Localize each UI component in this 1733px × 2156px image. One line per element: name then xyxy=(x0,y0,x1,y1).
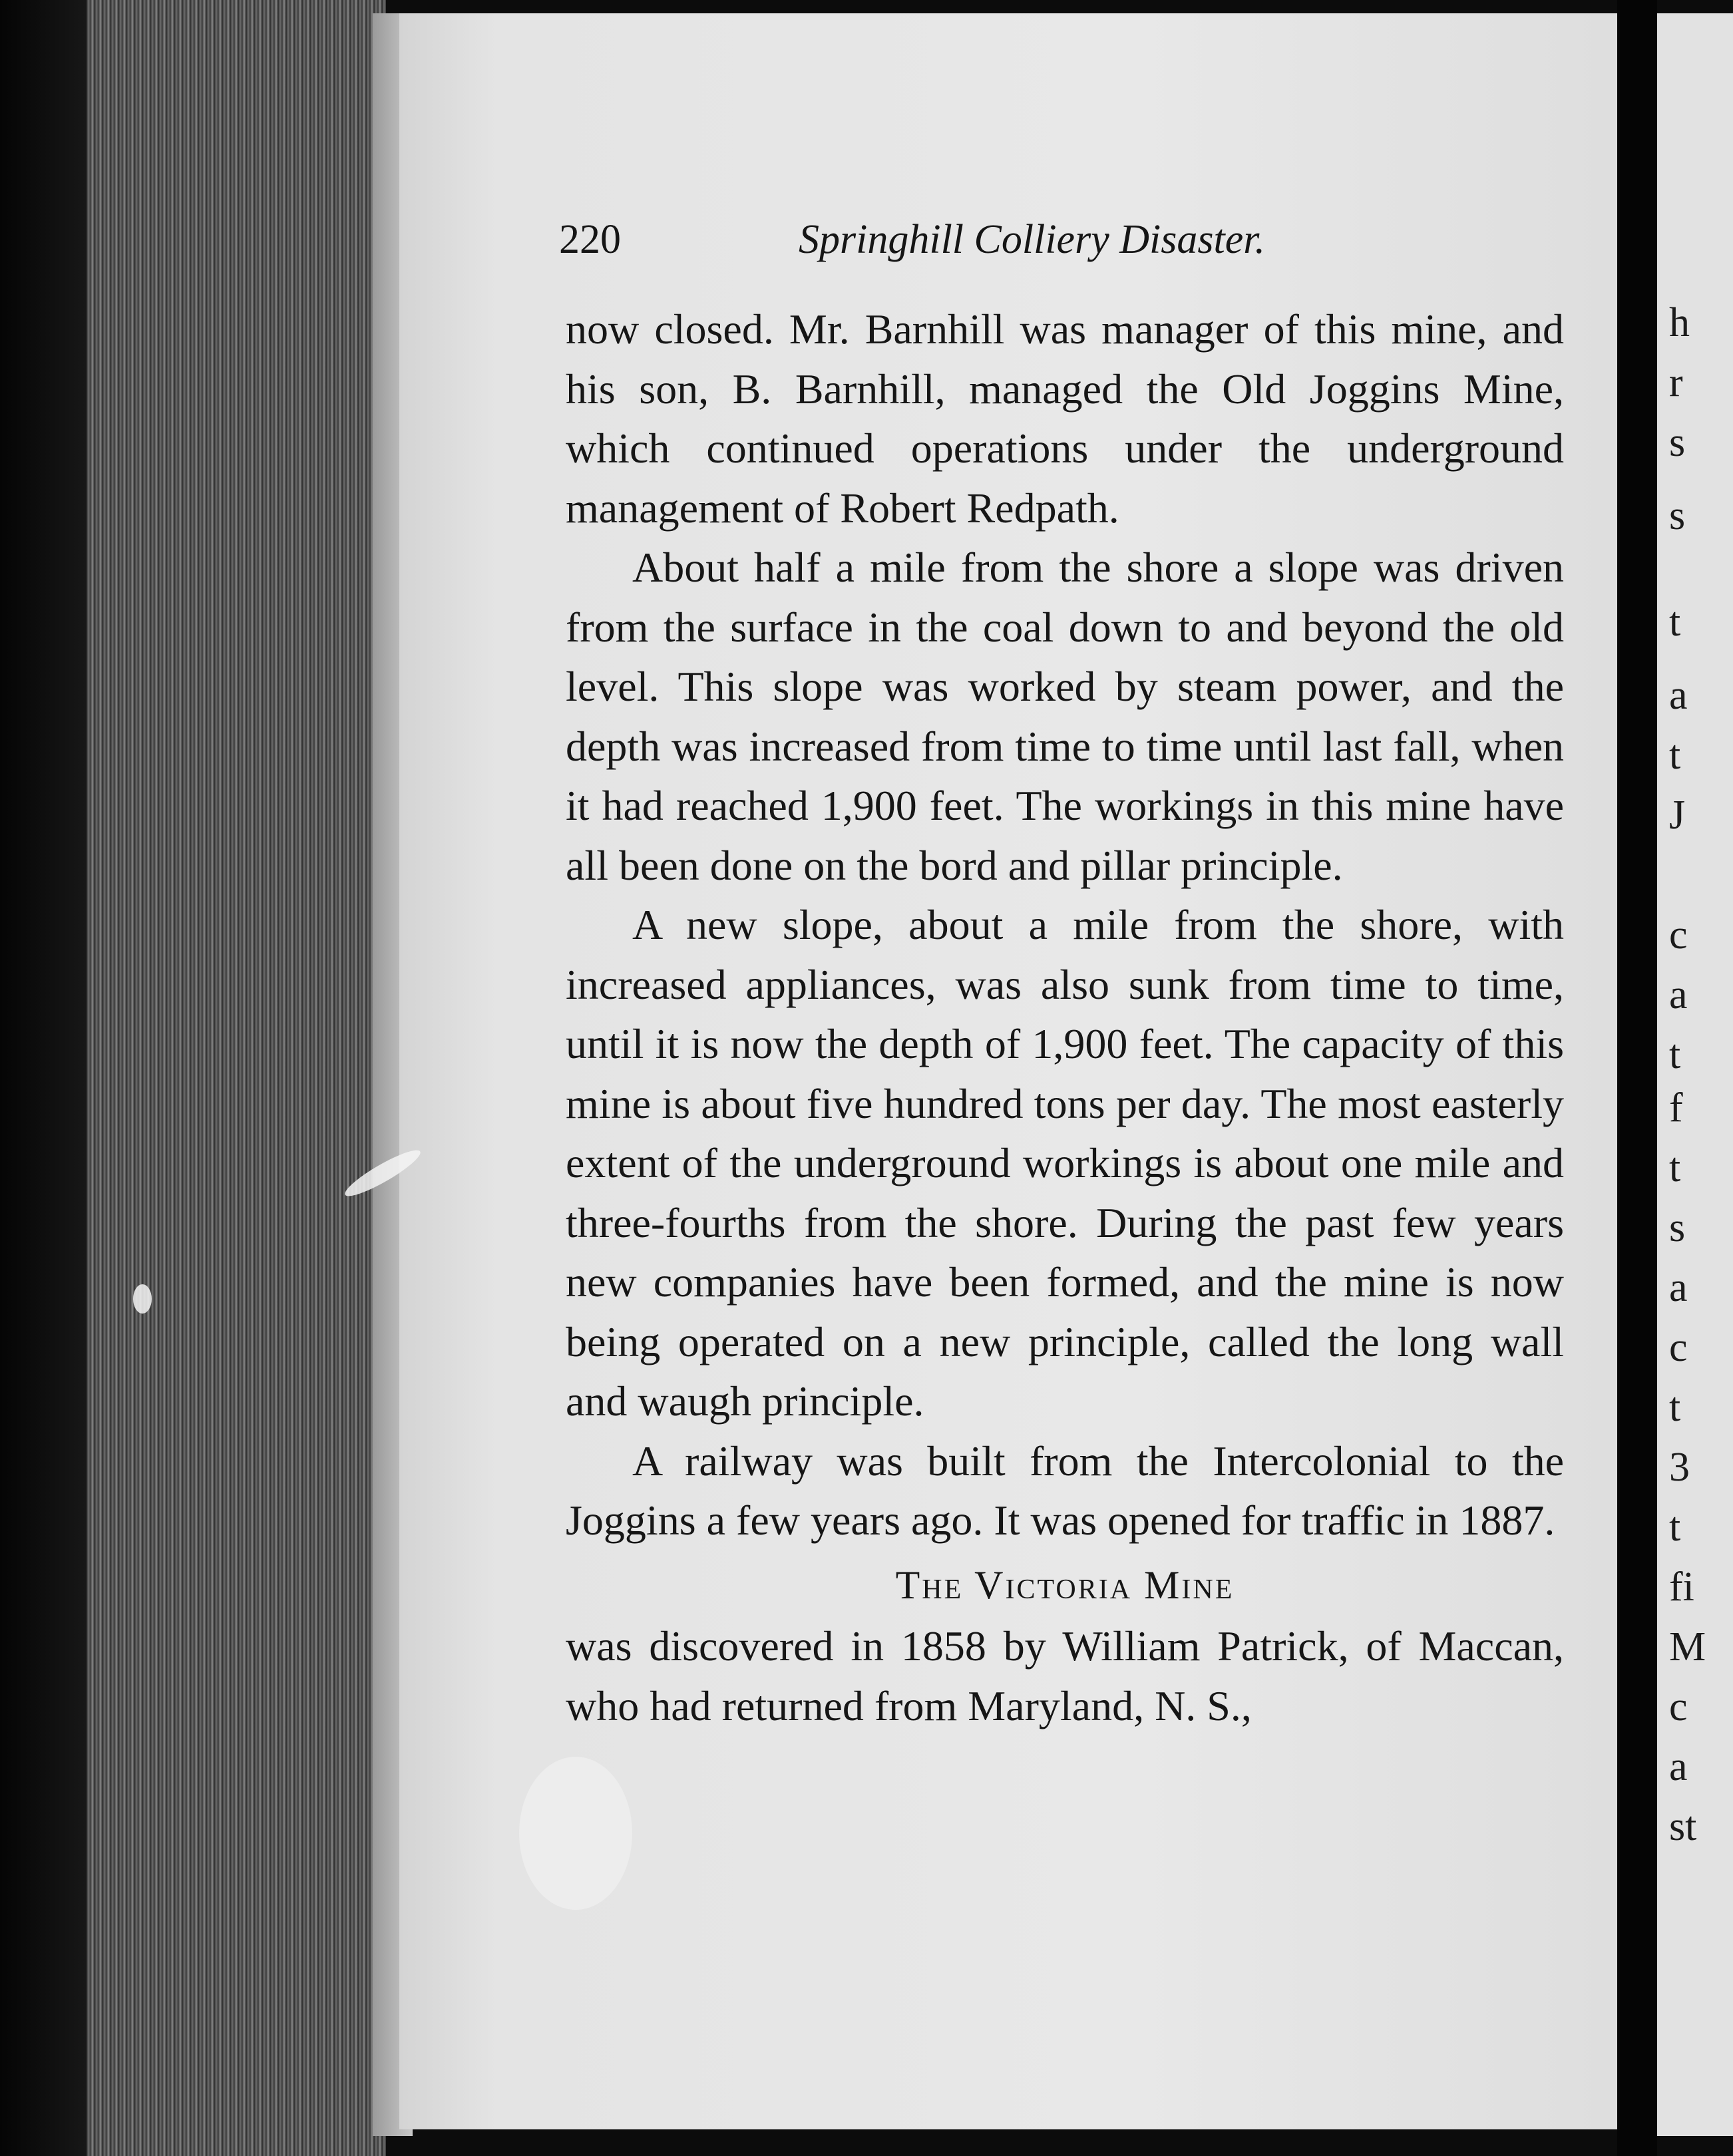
next-page-letter: f xyxy=(1669,1085,1683,1131)
paragraph: About half a mile from the shore a slope was driven from the surface in the coal down to and beyond the old level. This slope was worked by steam power, and the depth was increased from time to time until last fall, when it had reached 1,900 feet. The workings in this mine have all been done on the bord and pillar principle. xyxy=(566,544,1564,889)
next-page-letter: t xyxy=(1669,1385,1681,1430)
next-page-letter: c xyxy=(1669,1684,1688,1729)
paragraph: now closed. Mr. Barnhill was manager of this mine, and his son, B. Barnhill, managed the Old Joggins Mine, which continued operations under the underground management of Robert Redpath. xyxy=(566,305,1564,532)
next-page-letter: a xyxy=(1669,673,1688,718)
section-heading: The Victoria Mine xyxy=(895,1562,1235,1607)
next-page-letter: t xyxy=(1669,1032,1681,1077)
next-page-letter: s xyxy=(1669,493,1686,538)
next-page-letter: t xyxy=(1669,1505,1681,1550)
next-page-letter: r xyxy=(1669,360,1683,405)
next-page-letter: h xyxy=(1669,300,1690,345)
next-page-letter: t xyxy=(1669,733,1681,778)
next-page-letter: M xyxy=(1669,1624,1706,1670)
paragraph: was discovered in 1858 by William Patrick, of Maccan, who had returned from Maryland, N. S., xyxy=(566,1622,1564,1729)
next-page-letter: c xyxy=(1669,1325,1688,1370)
next-page-letter: a xyxy=(1669,972,1688,1017)
next-page-fragment xyxy=(1657,13,1733,2136)
page-number: 220 xyxy=(559,217,621,262)
paragraph: A new slope, about a mile from the shore, with increased appliances, was also sunk from time to time, until it is now the depth of 1,900 feet. The capacity of this mine is about five hundred tons per day. The most easterly extent of the underground workings is about one mile and three-fourths from the shore. During the past few years new companies have been formed, and the mine is now being operated on a new principle, called the long wall and waugh principle. xyxy=(566,901,1564,1425)
next-page-letter: c xyxy=(1669,912,1688,958)
running-title: Springhill Colliery Disaster. xyxy=(799,217,1265,262)
binding-edge xyxy=(1617,0,1657,2156)
next-page-letter: J xyxy=(1669,793,1686,838)
paragraph: A railway was built from the Intercolonial to the Joggins a few years ago. It was opened for traffic in 1887. xyxy=(566,1437,1564,1544)
page-edges xyxy=(87,0,386,2156)
next-page-letter: 3 xyxy=(1669,1445,1690,1490)
page-body xyxy=(566,299,1564,1735)
scan-smudge xyxy=(519,1757,632,1910)
next-page-letter: t xyxy=(1669,600,1681,645)
next-page-letter: s xyxy=(1669,1205,1686,1250)
page-header xyxy=(559,216,1298,270)
next-page-letter: t xyxy=(1669,1145,1681,1190)
book-shadow xyxy=(0,0,100,2156)
scan-smudge xyxy=(133,1284,152,1314)
next-page-letter: s xyxy=(1669,420,1686,465)
next-page-letter: a xyxy=(1669,1265,1688,1310)
next-page-letter: st xyxy=(1669,1804,1697,1849)
next-page-letter: fi xyxy=(1669,1564,1694,1610)
next-page-letter: a xyxy=(1669,1744,1688,1789)
